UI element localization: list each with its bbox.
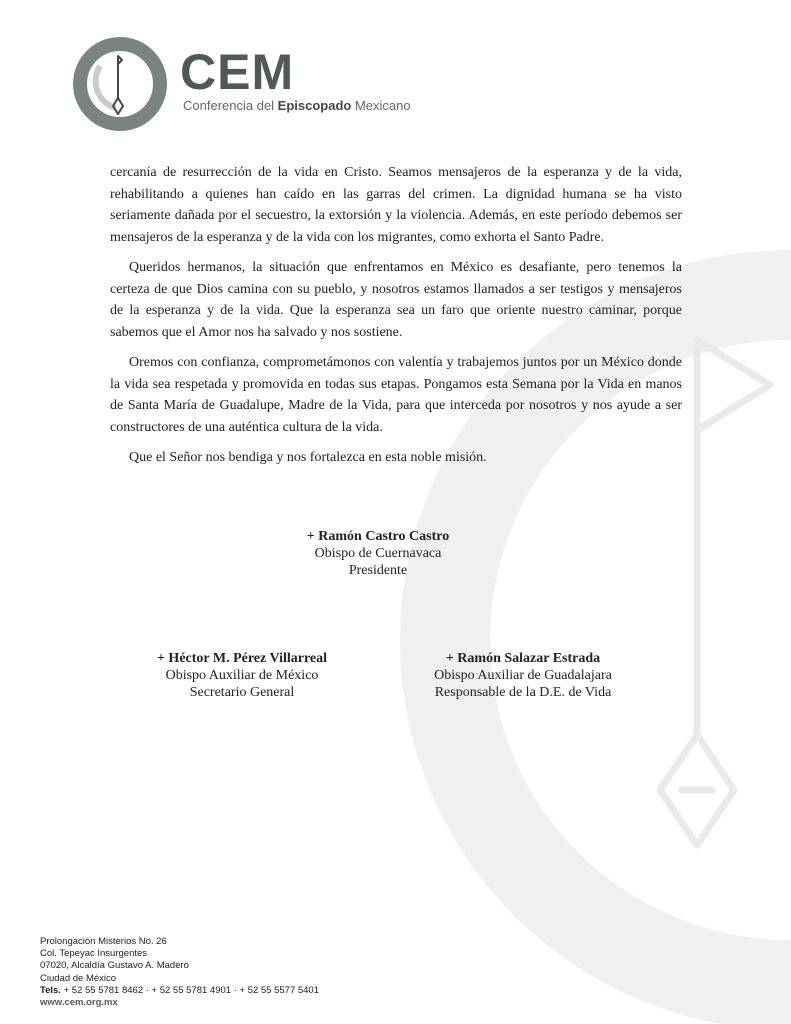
phone-line: Tels. + 52 55 5781 8462 · + 52 55 5781 4901 · + 52 55 5577 5401	[40, 984, 319, 996]
signer-title: Obispo Auxiliar de Guadalajara	[434, 668, 612, 683]
signer-name: + Ramón Castro Castro	[306, 529, 450, 544]
paragraph-2: Queridos hermanos, la situación que enfrentamos en México es desafiante, pero tenemos la certeza de que Dios camina con su pueblo, y nosotros estamos llamados a ser testigos y mensajeros de la esperanza y de la vida. Que la esperanza sea un faro que oriente nuestro caminar, porque sabemos que el Amor nos ha salvado y nos sostiene.	[110, 260, 682, 340]
address-line: Prolongación Misterios No. 26	[40, 936, 167, 947]
footer-contact	[40, 936, 319, 1009]
signer-title: Obispo de Cuernavaca	[314, 546, 442, 561]
signature-secretary	[112, 650, 372, 701]
signature-president	[248, 528, 508, 579]
signature-responsible	[393, 650, 653, 701]
cem-logo	[72, 36, 432, 132]
cem-emblem-icon	[72, 36, 168, 132]
signer-role: Responsable de la D.E. de Vida	[434, 685, 612, 700]
paragraph-4: Que el Señor nos bendiga y nos fortalezca en esta noble misión.	[129, 450, 487, 465]
signer-title: Obispo Auxiliar de México	[165, 668, 319, 683]
website-link[interactable]: www.cem.org.mx	[40, 997, 118, 1009]
logo-subtitle: Conferencia del Episcopado Mexicano	[183, 98, 411, 113]
signer-name: + Héctor M. Pérez Villarreal	[156, 651, 328, 666]
paragraph-1: cercanía de resurrección de la vida en Cristo. Seamos mensajeros de la esperanza y de la vida, rehabilitando a quienes han caído en las garras del crimen. La dignidad humana se ha visto seriamente dañada por el secuestro, la extorsión y la violencia. Además, en este período debemos ser mensajeros de la esperanza y de la vida con los migrantes, como exhorta el Santo Padre.	[110, 165, 682, 245]
signer-role: Secretario General	[189, 685, 295, 700]
paragraph-3: Oremos con confianza, comprometámonos con valentía y trabajemos juntos por un México donde la vida sea respetada y promovida en todas sus etapas. Pongamos esta Semana por la Vida en manos de Santa María de Guadalupe, Madre de la Vida, para que interceda por nosotros y nos ayude a ser constructores de una auténtica cultura de la vida.	[110, 355, 682, 435]
letter-body	[110, 162, 682, 478]
signer-name: + Ramón Salazar Estrada	[445, 651, 601, 666]
address-line: 07020, Alcaldía Gustavo A. Madero	[40, 960, 189, 972]
logo-name: CEM	[180, 44, 295, 100]
address-line: Ciudad de México	[40, 972, 117, 984]
signer-role: Presidente	[348, 563, 408, 578]
address-line: Col. Tepeyac Insurgentes	[40, 948, 148, 960]
